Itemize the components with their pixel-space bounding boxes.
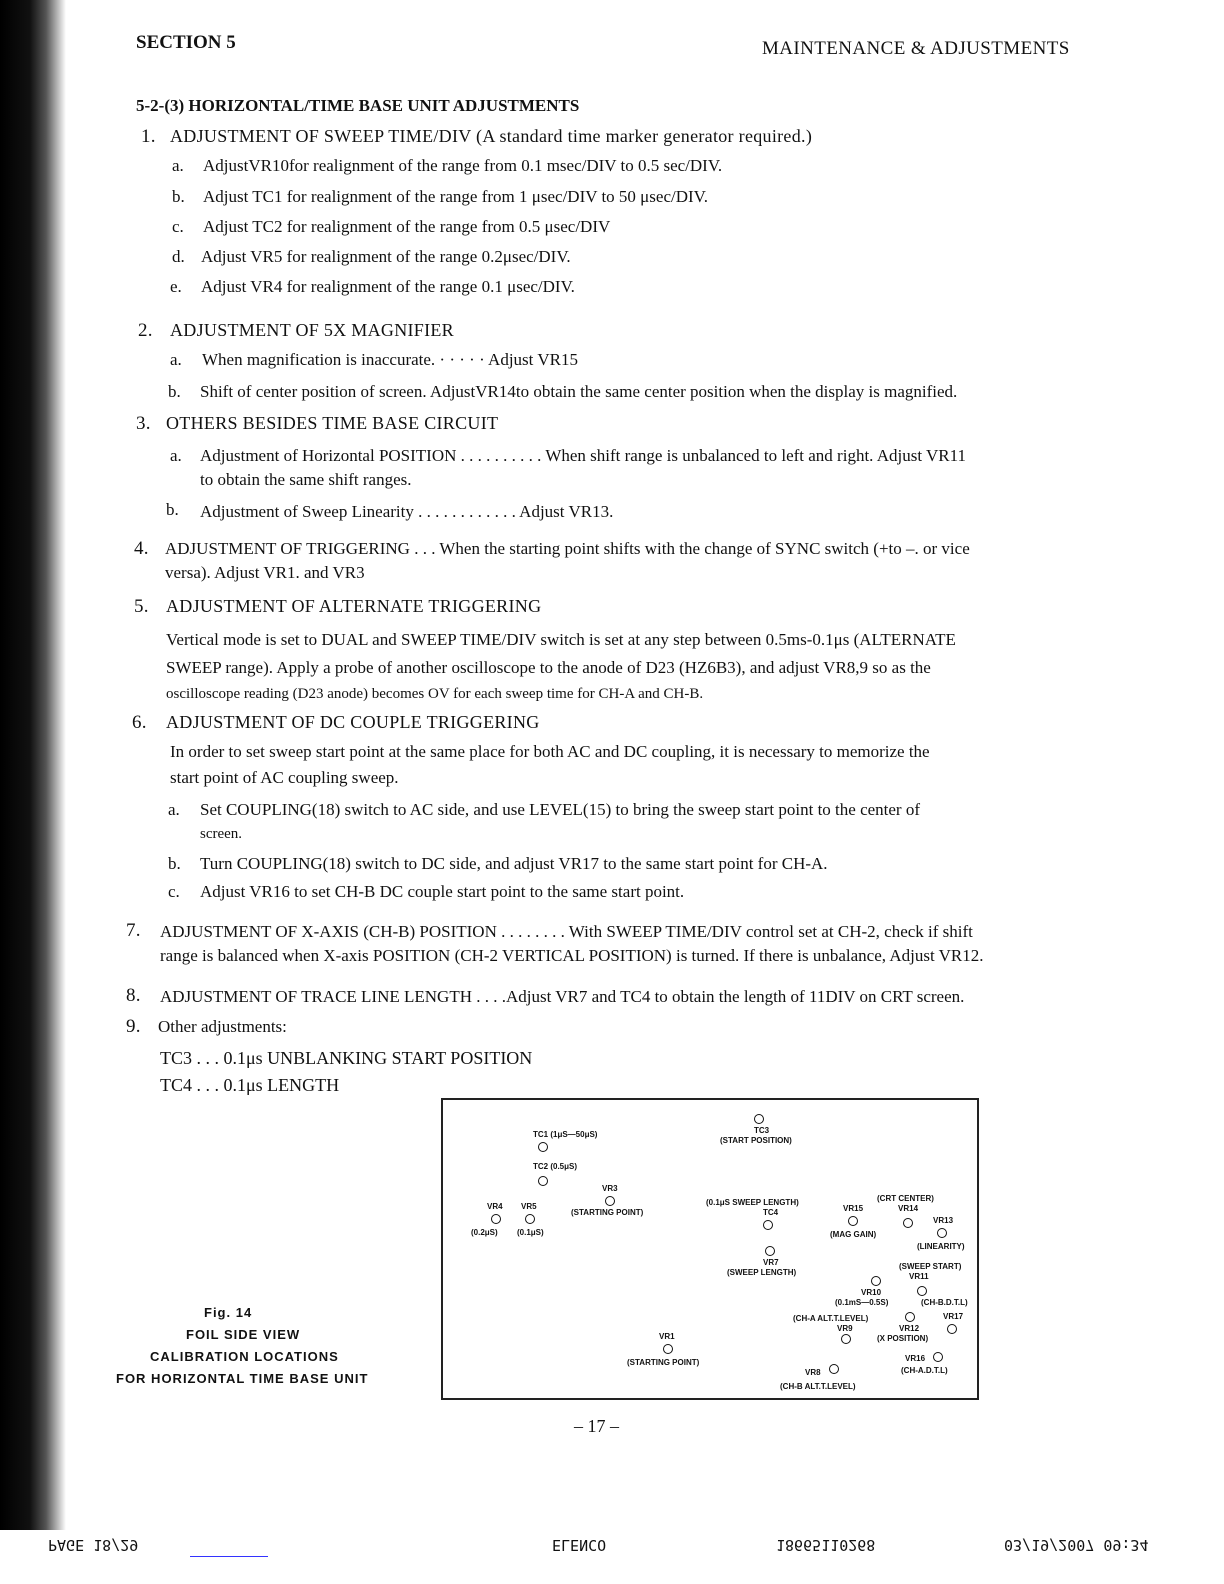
- vr10-pot-icon: [871, 1276, 881, 1286]
- vr1-description: (STARTING POINT): [627, 1358, 700, 1367]
- item-3-number: 3.: [136, 413, 151, 434]
- vr16-pot-icon: [933, 1352, 943, 1362]
- item-3a-text-cont: to obtain the same shift ranges.: [200, 470, 412, 489]
- figure-number: Fig. 14: [204, 1305, 253, 1320]
- vr8-label: VR8: [805, 1368, 821, 1377]
- item-6c-text: Adjust VR16 to set CH-B DC couple start point to the same start point.: [200, 882, 685, 901]
- figure-caption-line-1: FOIL SIDE VIEW: [186, 1327, 301, 1342]
- tc1-trimmer-icon: [538, 1142, 548, 1152]
- item-8-number: 8.: [126, 985, 141, 1006]
- item-1b-label: b.: [172, 187, 185, 206]
- item-6a-text: Set COUPLING(18) switch to AC side, and use LEVEL(15) to bring the sweep start point to the center of: [200, 800, 921, 819]
- footer-underline: [190, 1556, 268, 1557]
- vr17-pot-icon: [947, 1324, 957, 1334]
- item-1-title: ADJUSTMENT OF SWEEP TIME/DIV (A standard time marker generator required.): [170, 126, 813, 146]
- item-8-line1: ADJUSTMENT OF TRACE LINE LENGTH . . . .Adjust VR7 and TC4 to obtain the length of 11DIV on CRT screen.: [160, 987, 965, 1006]
- item-1b-text: Adjust TC1 for realignment of the range from 1 μsec/DIV to 50 μsec/DIV.: [203, 187, 708, 206]
- linearity-description: (LINEARITY): [917, 1242, 965, 1251]
- item-1c-label: c.: [172, 217, 184, 236]
- scan-edge-shadow: [0, 0, 66, 1530]
- vr7-pot-icon: [765, 1246, 775, 1256]
- tc4-trimmer-icon: [763, 1220, 773, 1230]
- crt-center-description: (CRT CENTER): [877, 1194, 934, 1203]
- tc3-description: (START POSITION): [720, 1136, 792, 1145]
- item-6-para-2: start point of AC coupling sweep.: [170, 768, 399, 787]
- fax-footer-phone: 18665110268: [776, 1536, 876, 1554]
- vr5-pot-icon: [525, 1214, 535, 1224]
- tc2-trimmer-icon: [538, 1176, 548, 1186]
- vr8-pot-icon: [829, 1364, 839, 1374]
- ch-b-alt-level-description: (CH-B ALT.T.LEVEL): [780, 1382, 856, 1391]
- item-6-title: ADJUSTMENT OF DC COUPLE TRIGGERING: [166, 712, 540, 732]
- item-4-line2: versa). Adjust VR1. and VR3: [165, 563, 365, 582]
- item-3a-label: a.: [170, 446, 182, 465]
- vr7-label: VR7: [763, 1258, 779, 1267]
- item-1a-text: AdjustVR10for realignment of the range from 0.1 msec/DIV to 0.5 sec/DIV.: [203, 156, 723, 175]
- tc3-label: TC3: [754, 1126, 770, 1135]
- item-3b-label: b.: [166, 500, 179, 519]
- x-position-description: (X POSITION): [877, 1334, 929, 1343]
- item-5-para-1: Vertical mode is set to DUAL and SWEEP TIME/DIV switch is set at any step between 0.5ms-0.1μs (ALTERNATE: [166, 630, 956, 649]
- fax-footer-date: 03/19/2007 09:34: [1004, 1536, 1149, 1554]
- vr9-pot-icon: [841, 1334, 851, 1344]
- tc3-trimmer-icon: [754, 1114, 764, 1124]
- item-1e-text: Adjust VR4 for realignment of the range 0.1 μsec/DIV.: [201, 277, 575, 296]
- item-5-title: ADJUSTMENT OF ALTERNATE TRIGGERING: [166, 596, 542, 616]
- item-2b-label: b.: [168, 382, 181, 401]
- item-7-line1: ADJUSTMENT OF X-AXIS (CH-B) POSITION . . . . . . . . With SWEEP TIME/DIV control set at CH-2, check if shift: [160, 922, 973, 941]
- item-2b-text: Shift of center position of screen. AdjustVR14to obtain the same center position when the display is magnified.: [200, 382, 958, 401]
- item-1d-label: d.: [172, 247, 185, 266]
- item-6b-text: Turn COUPLING(18) switch to DC side, and adjust VR17 to the same start point for CH-A.: [200, 854, 828, 873]
- vr1-label: VR1: [659, 1332, 675, 1341]
- vr5-label: VR5: [521, 1202, 537, 1211]
- vr10-description: (0.1mS—0.5S): [835, 1298, 889, 1307]
- tc1-label: TC1 (1μS—50μS): [533, 1130, 598, 1139]
- item-6b-label: b.: [168, 854, 181, 873]
- vr14-pot-icon: [903, 1218, 913, 1228]
- ch-b-dtl-description: (CH-B.D.T.L): [921, 1298, 968, 1307]
- vr1-pot-icon: [663, 1344, 673, 1354]
- fax-footer-company: ELENCO: [552, 1536, 607, 1554]
- item-5-number: 5.: [134, 596, 149, 617]
- vr14-label: VR14: [898, 1204, 919, 1213]
- vr17-label: VR17: [943, 1312, 964, 1321]
- item-2-number: 2.: [138, 320, 153, 341]
- vr12-pot-icon: [905, 1312, 915, 1322]
- item-1e-label: e.: [170, 277, 182, 296]
- item-3b-text: Adjustment of Sweep Linearity . . . . . . . . . . . . Adjust VR13.: [200, 502, 614, 521]
- ch-a-dtl-description: (CH-A.D.T.L): [901, 1366, 948, 1375]
- vr9-label: VR9: [837, 1324, 853, 1333]
- vr16-label: VR16: [905, 1354, 926, 1363]
- vr15-description: (MAG GAIN): [830, 1230, 877, 1239]
- main-heading: 5-2-(3) HORIZONTAL/TIME BASE UNIT ADJUSTMENTS: [136, 96, 580, 115]
- vr4-label: VR4: [487, 1202, 503, 1211]
- vr15-pot-icon: [848, 1216, 858, 1226]
- item-9-tc4: TC4 . . . 0.1μs LENGTH: [160, 1075, 340, 1095]
- item-2a-label: a.: [170, 350, 182, 369]
- item-4-number: 4.: [134, 538, 149, 559]
- fax-footer-page: PAGE 18/29: [48, 1536, 139, 1554]
- vr3-label: VR3: [602, 1184, 618, 1193]
- item-6-para-1: In order to set sweep start point at the same place for both AC and DC coupling, it is necessary to memorize the: [170, 742, 930, 761]
- figure-caption-line-2: CALIBRATION LOCATIONS: [150, 1349, 339, 1364]
- item-1-number: 1.: [141, 126, 156, 147]
- item-1d-text: Adjust VR5 for realignment of the range 0.2μsec/DIV.: [201, 247, 571, 266]
- vr3-description: (STARTING POINT): [571, 1208, 644, 1217]
- item-9-number: 9.: [126, 1016, 141, 1037]
- tc4-description: (0.1μS SWEEP LENGTH): [706, 1198, 799, 1207]
- item-2-title: ADJUSTMENT OF 5X MAGNIFIER: [170, 320, 454, 340]
- vr11-label: VR11: [909, 1272, 929, 1281]
- item-5-para-2: SWEEP range). Apply a probe of another oscilloscope to the anode of D23 (HZ6B3), and adjust VR8,9 so as the: [166, 658, 931, 677]
- vr15-label: VR15: [843, 1204, 864, 1213]
- ch-a-alt-level-description: (CH-A ALT.T.LEVEL): [793, 1314, 869, 1323]
- vr11-pot-icon: [917, 1286, 927, 1296]
- vr4-pot-icon: [491, 1214, 501, 1224]
- vr13-pot-icon: [937, 1228, 947, 1238]
- section-label: SECTION 5: [136, 32, 236, 53]
- item-1c-text: Adjust TC2 for realignment of the range from 0.5 μsec/DIV: [203, 217, 611, 236]
- item-9-title: Other adjustments:: [158, 1017, 287, 1036]
- vr5-description: (0.1μS): [517, 1228, 544, 1237]
- tc4-label: TC4: [763, 1208, 779, 1217]
- vr10-label: VR10: [861, 1288, 882, 1297]
- sweep-start-description: (SWEEP START): [899, 1262, 962, 1271]
- tc2-label: TC2 (0.5μS): [533, 1162, 578, 1171]
- item-9-tc3: TC3 . . . 0.1μs UNBLANKING START POSITION: [160, 1048, 533, 1068]
- item-6a-label: a.: [168, 800, 180, 819]
- item-4-line1: ADJUSTMENT OF TRIGGERING . . . When the starting point shifts with the change of SYNC switch (+to –. or vice: [165, 539, 970, 558]
- item-7-number: 7.: [126, 920, 141, 941]
- vr13-label: VR13: [933, 1216, 954, 1225]
- page-number: – 17 –: [574, 1416, 619, 1436]
- foil-side-board-diagram: [441, 1098, 979, 1400]
- item-3-title: OTHERS BESIDES TIME BASE CIRCUIT: [166, 413, 499, 433]
- vr4-description: (0.2μS): [471, 1228, 498, 1237]
- item-3a-text: Adjustment of Horizontal POSITION . . . . . . . . . . When shift range is unbalanced to left and right. Adjust VR11: [200, 446, 966, 465]
- page-title: MAINTENANCE & ADJUSTMENTS: [762, 38, 1070, 59]
- figure-caption-line-3: FOR HORIZONTAL TIME BASE UNIT: [116, 1371, 369, 1386]
- vr7-description: (SWEEP LENGTH): [727, 1268, 797, 1277]
- item-6c-label: c.: [168, 882, 180, 901]
- vr12-label: VR12: [899, 1324, 920, 1333]
- item-2a-text: When magnification is inaccurate. · · · · · Adjust VR15: [202, 350, 578, 369]
- item-1a-label: a.: [172, 156, 184, 175]
- item-5-para-3: oscilloscope reading (D23 anode) becomes OV for each sweep time for CH-A and CH-B.: [166, 686, 704, 702]
- item-7-line2: range is balanced when X-axis POSITION (CH-2 VERTICAL POSITION) is turned. If there is unbalance, Adjust VR12.: [160, 946, 984, 965]
- item-6-number: 6.: [132, 712, 147, 733]
- item-6a-text-cont: screen.: [200, 826, 243, 842]
- vr3-pot-icon: [605, 1196, 615, 1206]
